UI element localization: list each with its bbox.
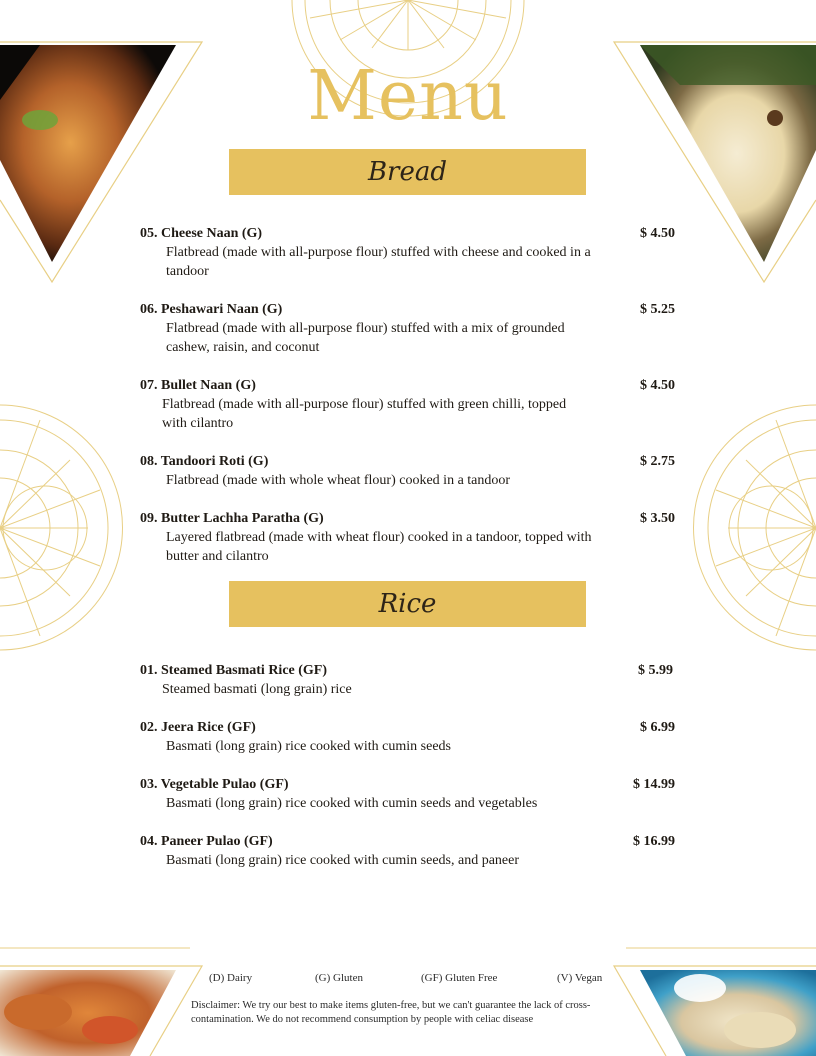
item-name: 03. Vegetable Pulao (GF) bbox=[140, 777, 289, 792]
item-description: Basmati (long grain) rice cooked with cumin seeds and vegetables bbox=[166, 796, 538, 811]
menu-item bbox=[140, 661, 680, 699]
item-price: $ 6.99 bbox=[640, 720, 675, 735]
legend-gluten: (G) Gluten bbox=[315, 972, 363, 984]
item-price: $ 14.99 bbox=[633, 777, 675, 792]
item-name: 01. Steamed Basmati Rice (GF) bbox=[140, 663, 328, 678]
rice-dish-photo bbox=[614, 966, 816, 1056]
item-price: $ 4.50 bbox=[640, 226, 675, 241]
item-price: $ 5.99 bbox=[638, 663, 673, 678]
menu-item bbox=[140, 775, 680, 813]
item-price: $ 16.99 bbox=[633, 834, 675, 849]
curry-photo bbox=[0, 966, 202, 1056]
disclaimer-text: Disclaimer: We try our best to make items gluten-free, but we can't guarantee the lack of cross-contamination. We do not recommend consumption by people with celiac disease bbox=[191, 1000, 591, 1025]
item-name: 08. Tandoori Roti (G) bbox=[140, 454, 269, 469]
menu-item bbox=[140, 452, 680, 490]
section-heading: Rice bbox=[378, 589, 437, 619]
item-name: 02. Jeera Rice (GF) bbox=[140, 720, 256, 735]
item-price: $ 2.75 bbox=[640, 454, 675, 469]
left-mandala-ornament bbox=[0, 405, 123, 650]
menu-item bbox=[140, 300, 680, 357]
menu-item bbox=[140, 832, 680, 870]
item-description: Flatbread (made with all-purpose flour) stuffed with a mix of grounded cashew, raisin, and coconut bbox=[166, 321, 565, 355]
item-description: Flatbread (made with all-purpose flour) stuffed with green chilli, topped with cilantro bbox=[162, 397, 567, 431]
item-description: Steamed basmati (long grain) rice bbox=[162, 682, 352, 697]
legend-vegan: (V) Vegan bbox=[557, 972, 603, 984]
menu-item bbox=[140, 509, 680, 566]
item-name: 06. Peshawari Naan (G) bbox=[140, 302, 283, 317]
item-name: 09. Butter Lachha Paratha (G) bbox=[140, 511, 324, 526]
section-banner-bread bbox=[229, 149, 586, 195]
item-description: Flatbread (made with all-purpose flour) stuffed with cheese and cooked in a tandoor bbox=[166, 245, 591, 279]
menu-item bbox=[140, 376, 680, 433]
item-description: Flatbread (made with whole wheat flour) cooked in a tandoor bbox=[166, 473, 511, 488]
item-name: 05. Cheese Naan (G) bbox=[140, 226, 263, 241]
item-price: $ 4.50 bbox=[640, 378, 675, 393]
item-description: Basmati (long grain) rice cooked with cumin seeds bbox=[166, 739, 451, 754]
item-description: Basmati (long grain) rice cooked with cumin seeds, and paneer bbox=[166, 853, 519, 868]
item-name: 04. Paneer Pulao (GF) bbox=[140, 834, 273, 849]
item-price: $ 5.25 bbox=[640, 302, 675, 317]
right-mandala-ornament bbox=[694, 405, 816, 650]
menu-item bbox=[140, 224, 680, 281]
item-name: 07. Bullet Naan (G) bbox=[140, 378, 256, 393]
legend-dairy: (D) Dairy bbox=[209, 972, 253, 984]
section-banner-rice bbox=[229, 581, 586, 627]
item-description: Layered flatbread (made with wheat flour) cooked in a tandoor, topped with butter and cilantro bbox=[166, 530, 592, 564]
legend-gluten-free: (GF) Gluten Free bbox=[421, 972, 498, 984]
menu-title: Menu bbox=[307, 57, 509, 136]
item-price: $ 3.50 bbox=[640, 511, 675, 526]
menu-item bbox=[140, 718, 680, 756]
section-heading: Bread bbox=[367, 157, 448, 187]
